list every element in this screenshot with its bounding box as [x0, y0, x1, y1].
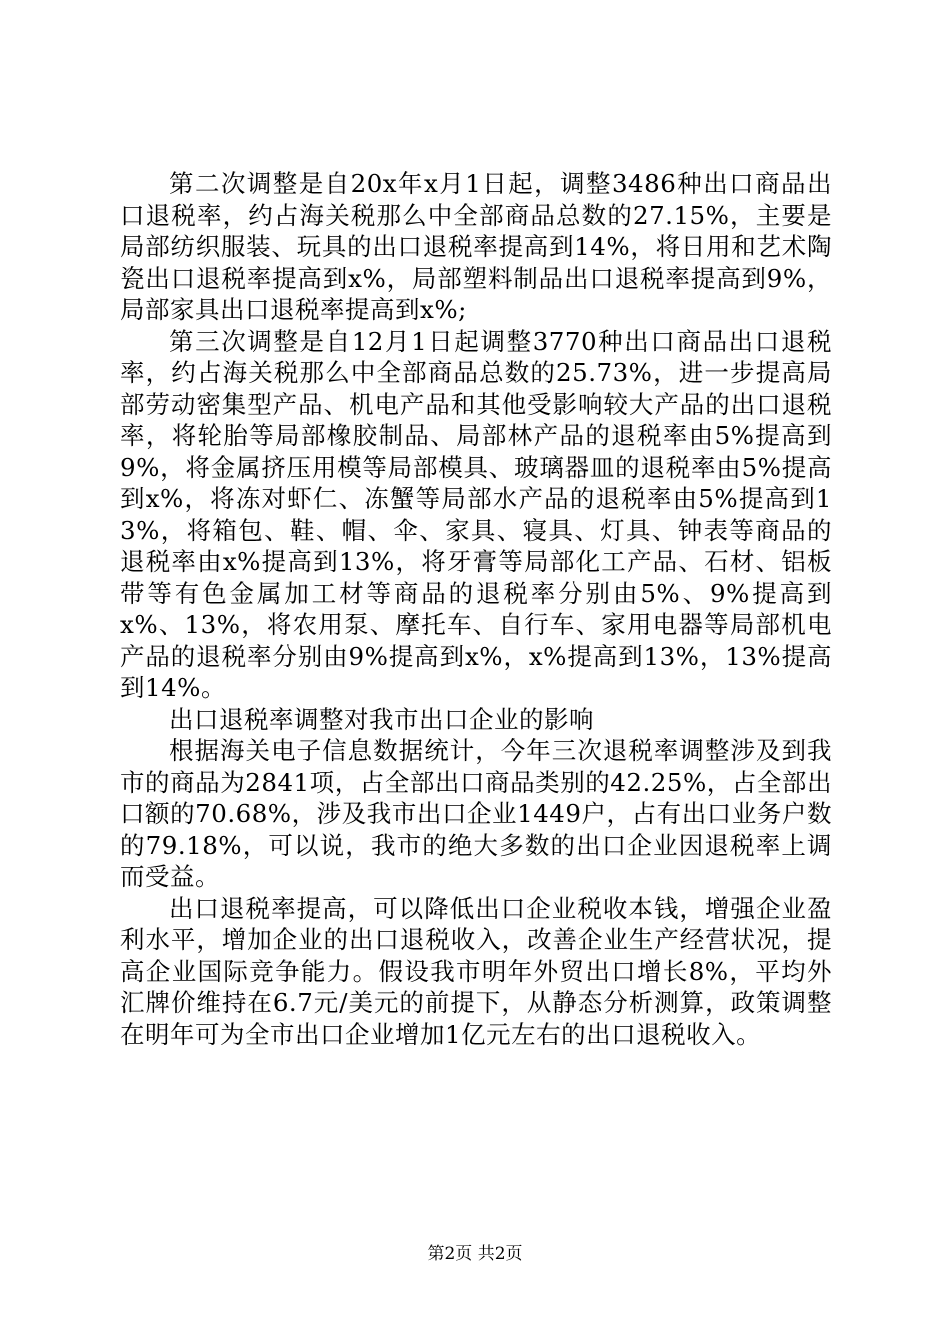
- section-heading-impact: 出口退税率调整对我市出口企业的影响: [169, 704, 594, 734]
- paragraph-customs-statistics: 根据海关电子信息数据统计，今年三次退税率调整涉及到我市的商品为2841项，占全部出口商品类别的42.25%，占全部出口额的70.68%，涉及我市出口企业1449户，占有出口业务户数的79.18%，可以说，我市的绝大多数的出口企业因退税率上调而受益。: [120, 736, 832, 891]
- paragraph-third-adjustment: 第三次调整是自12月1日起调整3770种出口商品出口退税率，约占海关税那么中全部商品总数的25.73%，进一步提高局部劳动密集型产品、机电产品和其他受影响较大产品的出口退税率，将轮胎等局部橡胶制品、局部林产品的退税率由5%提高到9%，将金属挤压用模等局部模具、玻璃器皿的退税率由5%提高到x%，将冻对虾仁、冻蟹等局部水产品的退税率由5%提高到13%，将箱包、鞋、帽、伞、家具、寝具、灯具、钟表等商品的退税率由x%提高到13%，将牙膏等局部化工产品、石材、铝板带等有色金属加工材等商品的退税率分别由5%、9%提高到x%、13%，将农用泵、摩托车、自行车、家用电器等局部机电产品的退税率分别由9%提高到x%，x%提高到13%，13%提高到14%。: [120, 326, 832, 702]
- paragraph-tax-rebate-benefits: 出口退税率提高，可以降低出口企业税收本钱，增强企业盈利水平，增加企业的出口退税收入，改善企业生产经营状况，提高企业国际竞争能力。假设我市明年外贸出口增长8%，平均外汇牌价维持在6.7元/美元的前提下，从静态分析测算，政策调整在明年可为全市出口企业增加1亿元左右的出口退税收入。: [120, 893, 832, 1049]
- page-number-footer: 第2页 共2页: [427, 1244, 523, 1264]
- paragraph-second-adjustment: 第二次调整是自20x年x月1日起，调整3486种出口商品出口退税率，约占海关税那么中全部商品总数的27.15%，主要是局部纺织服装、玩具的出口退税率提高到14%，将日用和艺术陶瓷出口退税率提高到x%，局部塑料制品出口退税率提高到9%，局部家具出口退税率提高到x%;: [120, 169, 832, 324]
- document-body: [120, 168, 832, 1050]
